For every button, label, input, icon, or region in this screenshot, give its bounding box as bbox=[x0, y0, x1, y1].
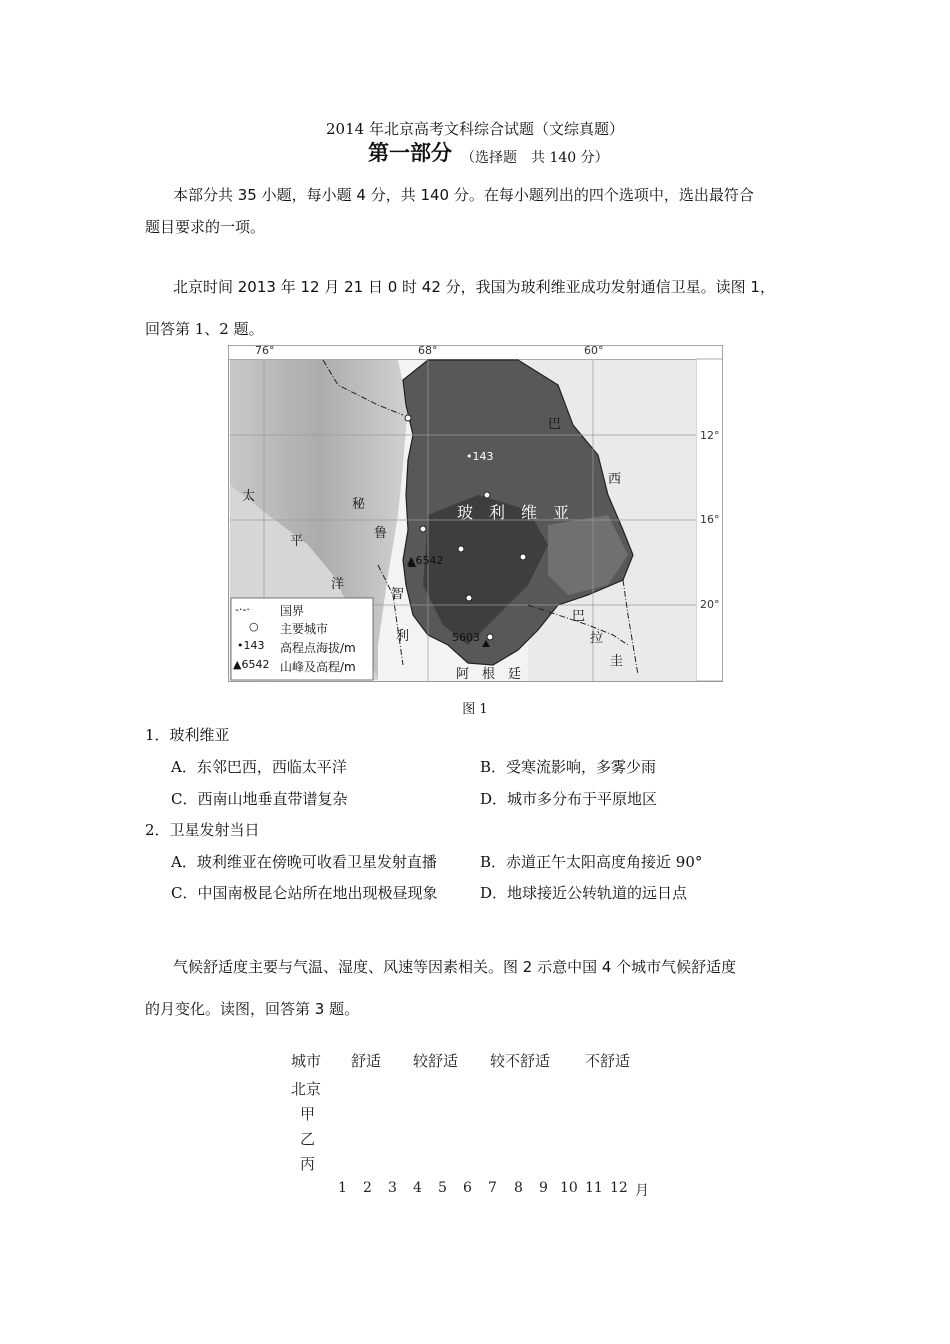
label-bolivia: 玻 利 维 亚 bbox=[457, 503, 570, 522]
figure-2-month-8: 8 bbox=[514, 1180, 523, 1196]
figure-1-caption: 图 1 bbox=[462, 702, 488, 717]
figure-2-month-3: 3 bbox=[388, 1180, 397, 1196]
legend-label-peak: 山峰及高程/m bbox=[280, 660, 356, 674]
question-2-stem: 2．卫星发射当日 bbox=[145, 821, 260, 839]
legend-symbol-peak: ▲6542 bbox=[233, 658, 270, 671]
label-chile-2: 利 bbox=[396, 629, 410, 644]
intro-2-line-1: 气候舒适度主要与气温、湿度、风速等因素相关。图 2 示意中国 4 个城市气候舒适度 bbox=[173, 958, 737, 976]
lon-label-76: 76° bbox=[255, 344, 275, 357]
label-peru-2: 鲁 bbox=[374, 526, 388, 541]
intro-2-line-2: 的月变化。读图，回答第 3 题。 bbox=[145, 1000, 360, 1018]
instructions-line-1: 本部分共 35 小题，每小题 4 分，共 140 分。在每小题列出的四个选项中，选出最符合 bbox=[173, 186, 754, 204]
figure-2-header-uncomfortable: 不舒适 bbox=[585, 1052, 631, 1070]
document-title: 2014 年北京高考文科综合试题（文综真题） bbox=[326, 120, 624, 138]
label-brazil-2: 西 bbox=[608, 472, 622, 487]
figure-2-header-comfortable: 舒适 bbox=[351, 1052, 382, 1070]
question-2-option-b[interactable]: B．赤道正午太阳高度角接近 90° bbox=[480, 853, 703, 871]
lat-label-12: 12° bbox=[700, 429, 720, 442]
question-2-option-a[interactable]: A．玻利维亚在傍晚可收看卫星发射直播 bbox=[171, 853, 437, 871]
label-pacific-3: 洋 bbox=[331, 577, 345, 592]
lat-label-16: 16° bbox=[700, 513, 720, 526]
lon-label-68: 68° bbox=[418, 344, 438, 357]
question-1-option-a[interactable]: A．东邻巴西，西临太平洋 bbox=[171, 758, 347, 776]
figure-2-header-city: 城市 bbox=[291, 1052, 322, 1070]
figure-2-header-fairly-comfortable: 较舒适 bbox=[413, 1052, 459, 1070]
bolivia-map bbox=[228, 345, 723, 682]
question-2-option-c[interactable]: C．中国南极昆仑站所在地出现极昼现象 bbox=[171, 884, 438, 902]
figure-2-month-4: 4 bbox=[413, 1180, 422, 1196]
part-subtitle: （选择题 共 140 分） bbox=[461, 150, 609, 166]
figure-2-city-yi: 乙 bbox=[300, 1130, 316, 1148]
figure-2-month-11: 11 bbox=[585, 1180, 603, 1196]
question-1-option-c[interactable]: C．西南山地垂直带谱复杂 bbox=[171, 790, 348, 808]
instructions-line-2: 题目要求的一项。 bbox=[145, 218, 266, 236]
peak-5603-label: 5603 bbox=[452, 631, 480, 644]
part-title: 第一部分 bbox=[368, 141, 452, 165]
figure-2-month-unit: 月 bbox=[635, 1183, 649, 1199]
legend-label-city: 主要城市 bbox=[280, 622, 329, 636]
figure-2-city-beijing: 北京 bbox=[291, 1080, 322, 1098]
figure-2-month-1: 1 bbox=[338, 1180, 347, 1196]
legend-symbol-city: ○ bbox=[249, 620, 259, 633]
figure-2-month-12: 12 bbox=[610, 1180, 628, 1196]
lon-label-60: 60° bbox=[584, 344, 604, 357]
question-1-stem: 1．玻利维亚 bbox=[145, 726, 230, 744]
figure-2-city-jia: 甲 bbox=[300, 1105, 316, 1123]
label-argentina: 阿 根 廷 bbox=[456, 667, 522, 682]
intro-1-line-2: 回答第 1、2 题。 bbox=[145, 320, 264, 338]
question-1-option-d[interactable]: D．城市多分布于平原地区 bbox=[480, 790, 658, 808]
lat-label-20: 20° bbox=[700, 598, 720, 611]
figure-2-month-10: 10 bbox=[560, 1180, 578, 1196]
label-chile-1: 智 bbox=[391, 587, 405, 602]
label-peru-1: 秘 bbox=[352, 497, 366, 512]
label-brazil-1: 巴 bbox=[548, 417, 562, 432]
label-pacific-2: 平 bbox=[290, 534, 304, 549]
question-1-option-b[interactable]: B．受寒流影响，多雾少雨 bbox=[480, 758, 657, 776]
figure-2-month-5: 5 bbox=[438, 1180, 447, 1196]
legend-symbol-border: -·-· bbox=[235, 603, 250, 616]
figure-2-city-bing: 丙 bbox=[300, 1155, 316, 1173]
label-pacific-1: 太 bbox=[242, 489, 256, 504]
figure-2-month-7: 7 bbox=[488, 1180, 497, 1196]
figure-2-month-2: 2 bbox=[363, 1180, 372, 1196]
figure-2-month-9: 9 bbox=[539, 1180, 548, 1196]
peak-6542-label: ▲6542 bbox=[407, 554, 444, 567]
question-2-option-d[interactable]: D．地球接近公转轨道的远日点 bbox=[480, 884, 688, 902]
figure-2-month-6: 6 bbox=[463, 1180, 472, 1196]
elevation-143: •143 bbox=[466, 450, 494, 463]
label-paraguay-1: 巴 bbox=[572, 609, 586, 624]
legend-label-elevation: 高程点海拔/m bbox=[280, 641, 356, 655]
legend-symbol-elevation: •143 bbox=[237, 639, 265, 652]
legend-label-border: 国界 bbox=[280, 604, 305, 618]
figure-2-header-fairly-uncomfortable: 较不舒适 bbox=[490, 1052, 551, 1070]
label-paraguay-2: 拉 bbox=[590, 631, 604, 646]
label-paraguay-3: 圭 bbox=[610, 654, 624, 669]
intro-1-line-1: 北京时间 2013 年 12 月 21 日 0 时 42 分，我国为玻利维亚成功发射通信卫星。读图 1， bbox=[173, 278, 775, 296]
